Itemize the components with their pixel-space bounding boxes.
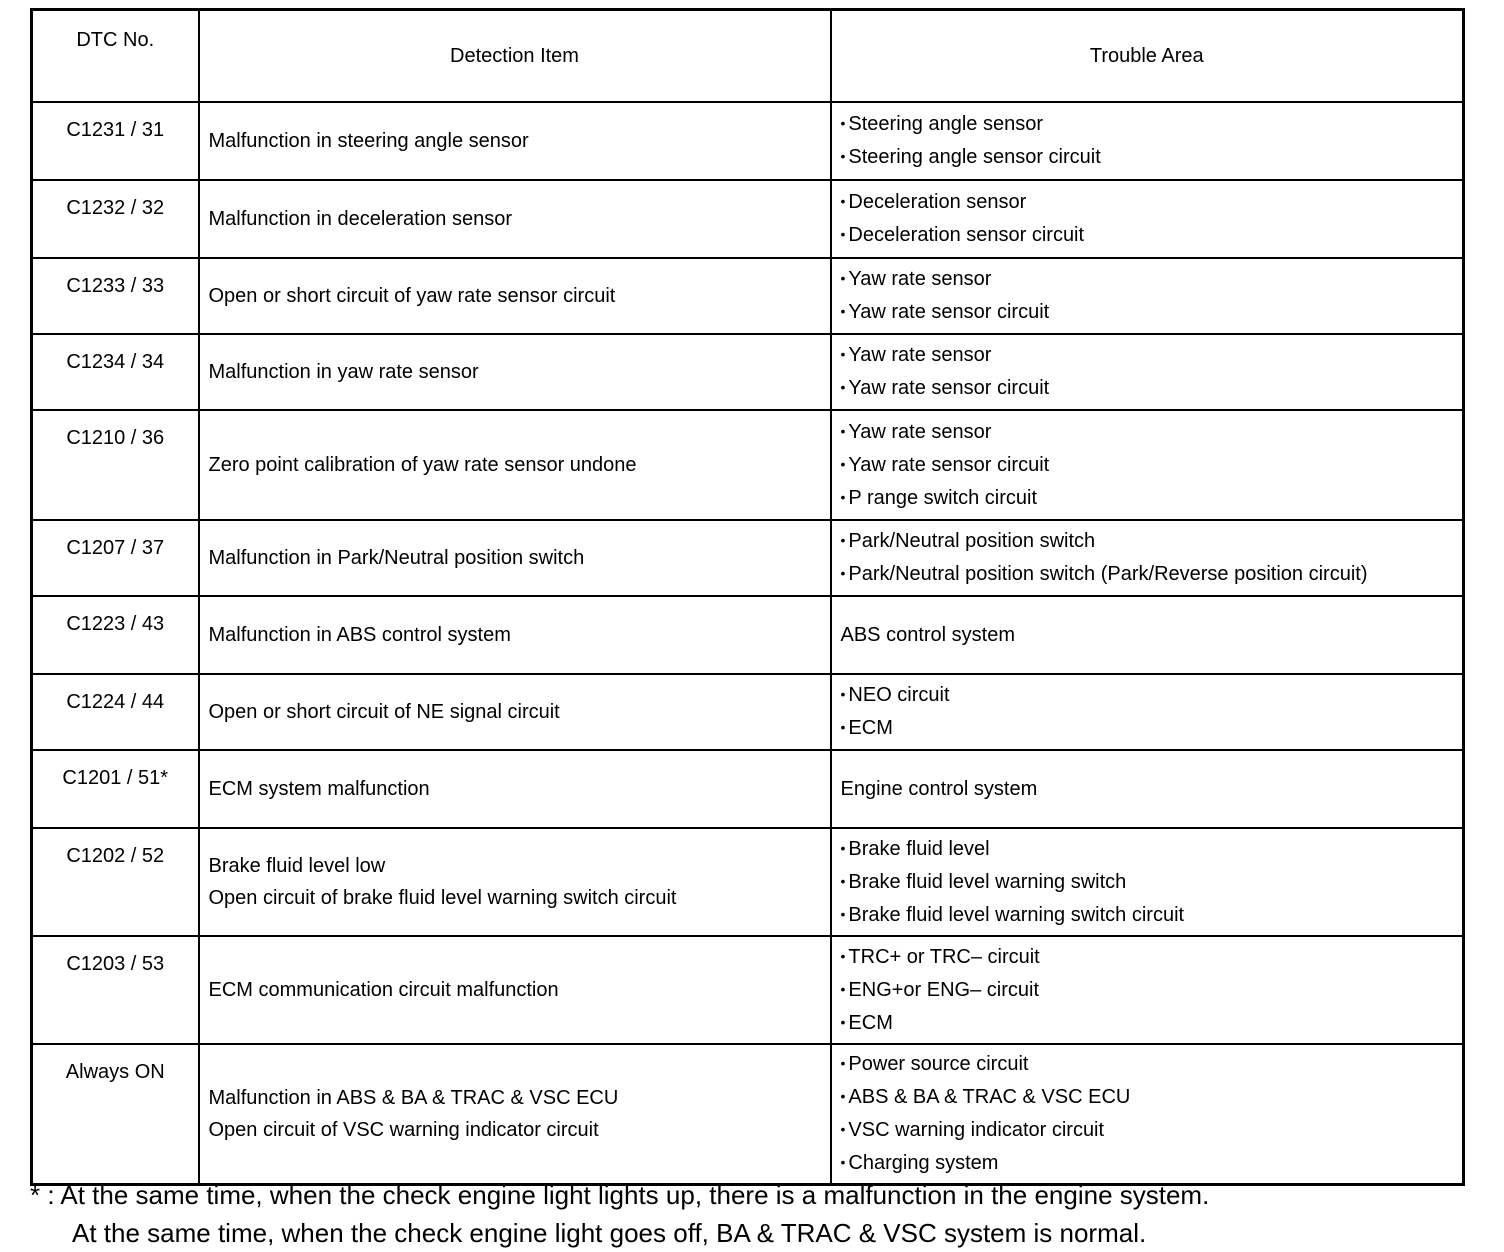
trouble-area-item: • Deceleration sensor (841, 186, 1463, 219)
dtc-code-cell: C1203 / 53 (32, 936, 199, 1044)
trouble-area-item: • Charging system (841, 1147, 1463, 1180)
trouble-area-cell (831, 1044, 1464, 1184)
trouble-area-item: • ECM (841, 712, 1463, 745)
trouble-area-item: Engine control system (840, 778, 1038, 800)
detection-item-line: Zero point calibration of yaw rate sensor undone (208, 454, 637, 476)
table-row (32, 936, 1464, 1044)
detection-item-cell (199, 180, 831, 258)
dtc-code-cell: C1210 / 36 (32, 410, 199, 520)
detection-item-line: Malfunction in steering angle sensor (208, 130, 529, 152)
trouble-area-cell (831, 750, 1464, 828)
trouble-area-cell (831, 410, 1464, 520)
trouble-area-cell (831, 596, 1464, 674)
trouble-area-item: • P range switch circuit (841, 482, 1463, 515)
trouble-area-item: • Deceleration sensor circuit (841, 219, 1463, 252)
table-row (32, 674, 1464, 750)
detection-item-line: Malfunction in yaw rate sensor (208, 361, 479, 383)
dtc-code-cell: C1233 / 33 (32, 258, 199, 334)
table-row (32, 750, 1464, 828)
detection-item-cell (199, 750, 831, 828)
detection-item-cell (199, 258, 831, 334)
detection-item-cell (199, 520, 831, 596)
table-row (32, 334, 1464, 410)
detection-item-line: Malfunction in deceleration sensor (208, 208, 513, 230)
dtc-code-cell: Always ON (32, 1044, 199, 1184)
trouble-area-item: • Power source circuit (841, 1048, 1463, 1081)
trouble-area-item: • VSC warning indicator circuit (841, 1114, 1463, 1147)
trouble-area-item: • Yaw rate sensor (841, 263, 1463, 296)
footnote-line-1: * : At the same time, when the check engine light lights up, there is a malfunction in the engine system. (30, 1180, 1210, 1210)
detection-item-cell (199, 936, 831, 1044)
trouble-area-item: • NEO circuit (841, 679, 1463, 712)
dtc-code-cell: C1234 / 34 (32, 334, 199, 410)
header-detection-item: Detection Item (199, 10, 831, 103)
detection-item-cell (199, 674, 831, 750)
trouble-area-cell (831, 674, 1464, 750)
trouble-area-item: • Steering angle sensor circuit (841, 141, 1463, 174)
detection-item-cell (199, 596, 831, 674)
trouble-area-cell (831, 334, 1464, 410)
dtc-code-cell: C1232 / 32 (32, 180, 199, 258)
detection-item-line: Open circuit of VSC warning indicator circuit (208, 1118, 599, 1141)
table-row (32, 520, 1464, 596)
dtc-table (30, 8, 1465, 1186)
footnote (30, 1176, 1209, 1252)
table-body (32, 102, 1464, 1184)
detection-item-cell (199, 1044, 831, 1184)
header-dtc-no: DTC No. (32, 10, 199, 103)
table-row (32, 596, 1464, 674)
trouble-area-item: • TRC+ or TRC– circuit (841, 941, 1463, 974)
dtc-code-cell: C1223 / 43 (32, 596, 199, 674)
detection-item-cell (199, 334, 831, 410)
trouble-area-item: • Yaw rate sensor circuit (841, 449, 1463, 482)
table-header-row (32, 10, 1464, 103)
trouble-area-cell (831, 258, 1464, 334)
detection-item-cell (199, 828, 831, 936)
trouble-area-item: • ENG+or ENG– circuit (841, 974, 1463, 1007)
trouble-area-cell (831, 180, 1464, 258)
detection-item-line: Open or short circuit of NE signal circuit (208, 701, 560, 723)
trouble-area-cell (831, 102, 1464, 180)
table-row (32, 258, 1464, 334)
trouble-area-cell (831, 520, 1464, 596)
trouble-area-item: • Brake fluid level (841, 833, 1463, 866)
dtc-code-cell: C1202 / 52 (32, 828, 199, 936)
trouble-area-item: ABS control system (840, 624, 1016, 646)
table-row (32, 828, 1464, 936)
header-trouble-area: Trouble Area (831, 10, 1464, 103)
trouble-area-item: • Brake fluid level warning switch circuit (841, 899, 1463, 932)
table-row (32, 180, 1464, 258)
trouble-area-cell (831, 828, 1464, 936)
detection-item-line: Malfunction in ABS & BA & TRAC & VSC ECU (208, 1086, 619, 1109)
detection-item-line: Open or short circuit of yaw rate sensor circuit (208, 285, 616, 307)
footnote-line-2: At the same time, when the check engine light goes off, BA & TRAC & VSC system is normal. (72, 1218, 1147, 1248)
detection-item-cell (199, 102, 831, 180)
trouble-area-cell (831, 936, 1464, 1044)
trouble-area-item: • Yaw rate sensor circuit (841, 296, 1463, 329)
trouble-area-item: • Yaw rate sensor circuit (841, 372, 1463, 405)
detection-item-line: Malfunction in ABS control system (208, 624, 511, 646)
table-row (32, 102, 1464, 180)
trouble-area-item: • Yaw rate sensor (841, 339, 1463, 372)
detection-item-line: Malfunction in Park/Neutral position switch (208, 547, 585, 569)
trouble-area-item: • Park/Neutral position switch (841, 525, 1463, 558)
trouble-area-item: • Yaw rate sensor (841, 416, 1463, 449)
detection-item-line: Brake fluid level low (208, 855, 386, 877)
dtc-table-container (30, 8, 1462, 1186)
dtc-code-cell: C1231 / 31 (32, 102, 199, 180)
trouble-area-item: • Brake fluid level warning switch (841, 866, 1463, 899)
dtc-code-cell: C1207 / 37 (32, 520, 199, 596)
table-row (32, 410, 1464, 520)
detection-item-line: ECM communication circuit malfunction (208, 979, 559, 1001)
dtc-code-cell: C1224 / 44 (32, 674, 199, 750)
trouble-area-item: • ECM (841, 1007, 1463, 1040)
detection-item-cell (199, 410, 831, 520)
detection-item-line: ECM system malfunction (208, 778, 430, 800)
trouble-area-item: • Steering angle sensor (841, 108, 1463, 141)
trouble-area-item: • ABS & BA & TRAC & VSC ECU (841, 1081, 1463, 1114)
table-row (32, 1044, 1464, 1184)
detection-item-line: Open circuit of brake fluid level warning switch circuit (208, 887, 677, 909)
dtc-code-cell: C1201 / 51* (32, 750, 199, 828)
trouble-area-item: • Park/Neutral position switch (Park/Reverse position circuit) (841, 558, 1463, 591)
